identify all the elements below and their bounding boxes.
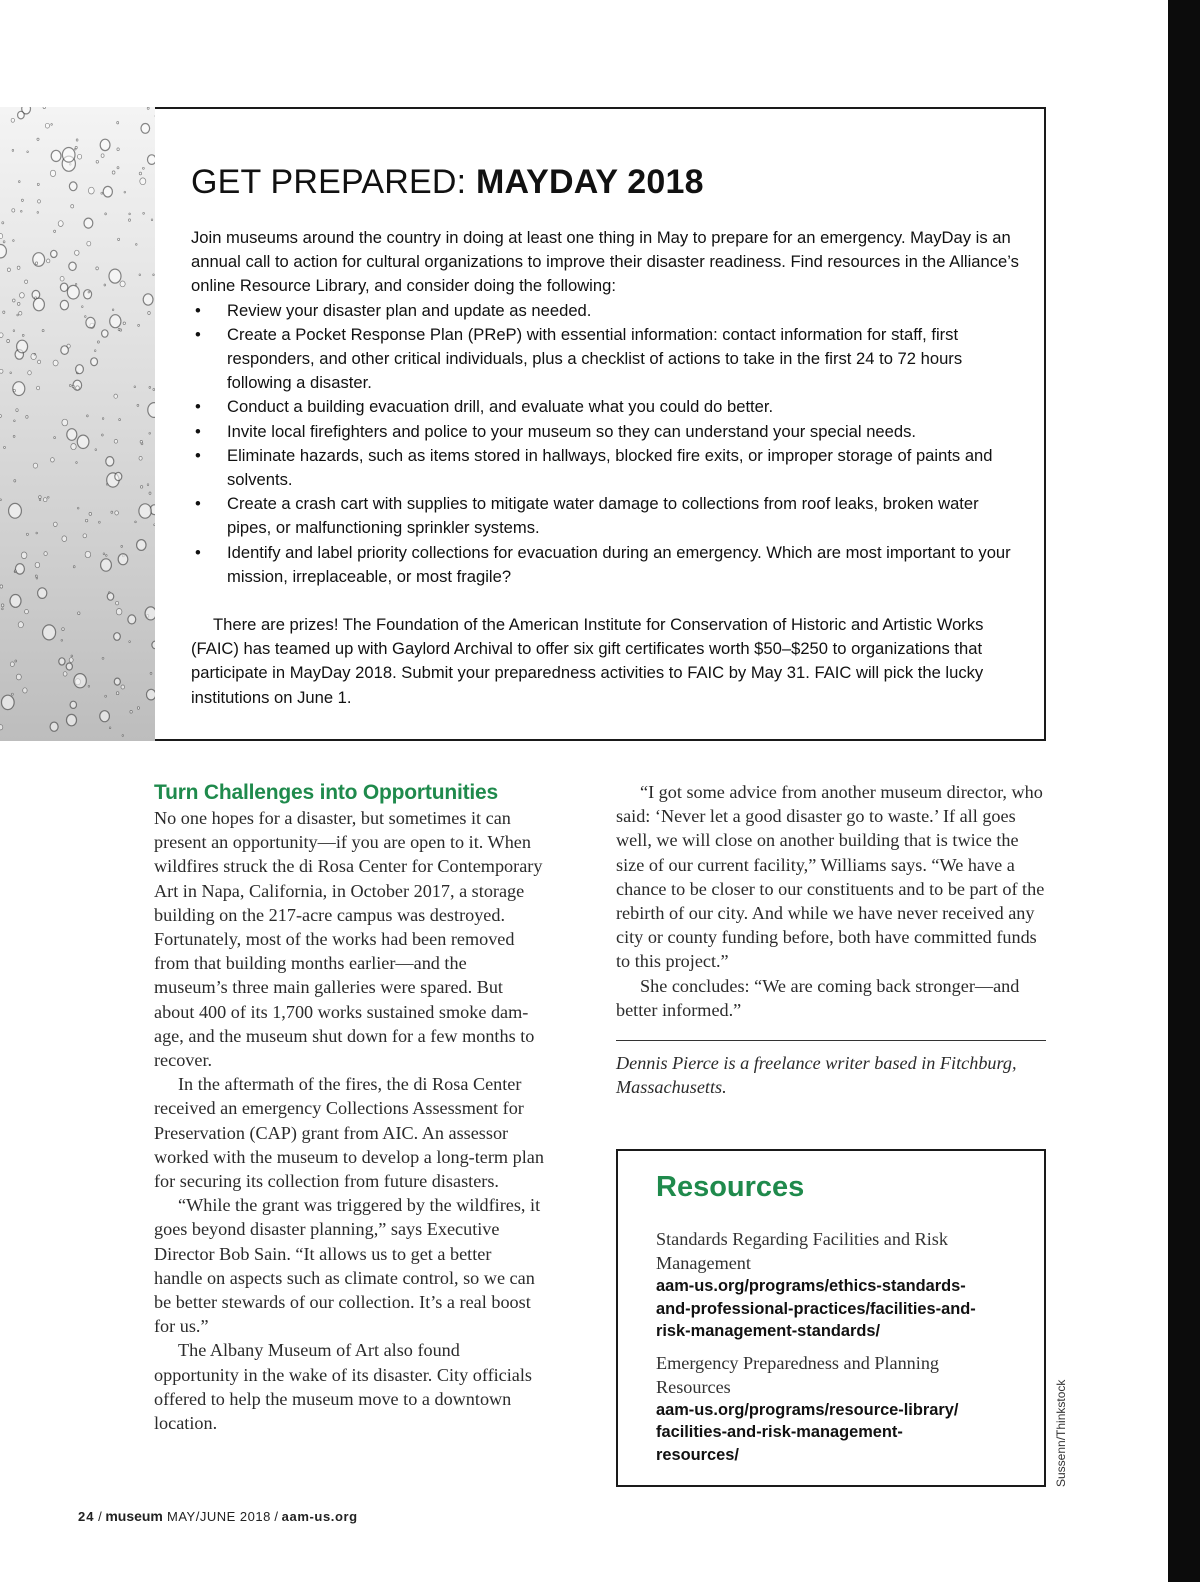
water-droplet — [13, 240, 15, 242]
water-droplet — [85, 519, 87, 522]
water-droplet — [84, 290, 92, 299]
resources-title: Resources — [656, 1171, 805, 1203]
water-droplet — [69, 658, 73, 663]
water-droplet — [21, 552, 27, 559]
water-droplet — [39, 496, 42, 499]
photo-credit: Sussenn/Thinkstock — [1054, 1379, 1068, 1487]
magazine-name: museum — [105, 1508, 163, 1524]
article-paragraph: The Albany Museum of Art also found opportunity in the wake of its disaster. City officials offered to help the museum move to a downtown location. — [154, 1340, 533, 1434]
water-droplet — [0, 245, 6, 258]
water-droplet — [88, 187, 94, 194]
water-droplet — [121, 685, 125, 689]
water-droplet — [17, 302, 20, 305]
water-droplet — [9, 503, 22, 518]
water-droplet — [114, 439, 117, 443]
water-droplet — [109, 269, 121, 283]
water-droplet — [118, 328, 120, 330]
water-droplet — [76, 386, 80, 390]
page-number: 24 — [78, 1509, 95, 1524]
water-droplet — [62, 419, 68, 426]
water-droplet — [36, 532, 38, 534]
water-droplet — [69, 182, 77, 191]
water-droplet — [72, 385, 74, 388]
water-droplet — [103, 553, 105, 555]
water-droplet — [96, 160, 98, 163]
water-droplet — [136, 244, 138, 246]
water-droplet — [59, 658, 65, 665]
water-droplet — [111, 511, 113, 513]
water-droplet — [26, 533, 28, 535]
water-droplet — [61, 346, 69, 355]
water-droplet — [71, 444, 76, 450]
water-droplet — [43, 107, 46, 109]
water-droplet — [97, 341, 99, 343]
water-droplet — [106, 555, 108, 557]
water-droplet — [139, 504, 151, 518]
water-droplet — [77, 435, 89, 448]
water-droplet — [139, 274, 141, 276]
water-droplet — [115, 472, 122, 480]
water-droplet — [33, 463, 37, 468]
article-paragraph: “I got some advice from another museum director, who said: ‘Never let a good disaster go to waste.’ If all goes well, we will close on another building that is twice the size of our current facility,” Williams says. “We have a chance to be closer to our constituents and to be part of the rebirth of our city. And while we have never received any city or county funding before, both have committed funds to this project.” — [616, 782, 1045, 972]
water-droplet — [121, 545, 123, 547]
water-droplet — [149, 432, 151, 434]
water-droplet — [20, 293, 25, 298]
water-droplet — [120, 281, 125, 287]
water-droplet — [89, 512, 92, 515]
resource-link[interactable]: aam-us.org/programs/resource-library/ facilities-and-risk-management- resources/ — [656, 1400, 959, 1464]
water-droplet — [60, 276, 64, 281]
water-droplet — [13, 389, 15, 392]
water-droplet — [14, 480, 16, 482]
water-droplet — [137, 540, 146, 551]
water-droplet — [58, 221, 63, 227]
water-droplet — [83, 534, 87, 538]
water-droplet — [91, 358, 98, 366]
water-droplet — [73, 566, 75, 568]
water-droplet — [107, 593, 113, 600]
bullet-item: • Conduct a building evacuation drill, and evaluate what you could do better. — [191, 395, 1021, 419]
water-droplet — [109, 727, 111, 729]
water-droplet — [1, 604, 4, 607]
water-droplet — [3, 311, 5, 313]
water-droplet — [122, 735, 124, 737]
article-paragraph: In the aftermath of the fires, the di Rosa Center received an emergency Collections Assessment for Preservation (CAP) grant from AIC. An assessor worked with the museum to develop a long-term plan for securing its collection from future disasters. — [154, 1074, 544, 1192]
water-droplet — [150, 672, 152, 674]
water-droplet — [3, 241, 5, 243]
water-droplet — [0, 414, 1, 417]
water-droplet — [101, 154, 104, 158]
water-droplet — [95, 449, 97, 451]
water-droplet — [76, 139, 78, 141]
water-droplet — [100, 139, 110, 150]
water-droplet — [22, 334, 24, 336]
water-droplet — [12, 149, 14, 151]
water-droplet — [99, 521, 101, 523]
footer-separator: / — [270, 1509, 282, 1524]
water-droplet — [67, 429, 77, 441]
water-droplet — [71, 205, 74, 208]
water-droplet — [21, 210, 23, 212]
mayday-title-bold: MAYDAY 2018 — [475, 163, 704, 201]
water-droplet — [50, 170, 55, 176]
water-droplet — [51, 124, 53, 126]
resources-box — [616, 1149, 1046, 1487]
water-droplet — [110, 315, 121, 328]
water-droplet — [44, 552, 47, 556]
water-droplet — [37, 138, 39, 140]
water-droplet — [137, 707, 139, 710]
water-droplet — [60, 300, 68, 309]
water-droplet — [39, 499, 41, 501]
water-droplet — [129, 213, 131, 215]
water-droplet — [102, 657, 104, 659]
water-droplet — [38, 360, 41, 364]
water-droplet — [134, 386, 136, 388]
resource-name: Emergency Preparedness and Planning Resources — [656, 1352, 940, 1397]
water-droplet — [75, 148, 77, 150]
water-droplet — [17, 266, 20, 269]
water-droplet — [13, 382, 25, 396]
water-droplet — [75, 250, 80, 255]
mayday-title-light: GET PREPARED: — [191, 163, 476, 201]
water-droplet — [117, 148, 119, 151]
water-droplet — [0, 234, 3, 239]
water-droplet — [14, 570, 16, 572]
water-droplet — [117, 122, 119, 124]
water-droplet — [0, 585, 3, 588]
water-droplet — [115, 511, 119, 515]
water-droplet — [36, 262, 38, 265]
water-droplet — [105, 695, 107, 697]
bullet-item: • Create a crash cart with supplies to mitigate water damage to collections from roof leaks, broken water pipes, or malfunctioning sprinkler systems. — [191, 492, 1021, 540]
water-droplet — [102, 418, 104, 420]
water-droplet — [62, 148, 75, 163]
water-droplet — [35, 575, 37, 577]
water-droplet — [18, 111, 25, 119]
water-droplet — [117, 167, 119, 169]
water-droplet — [10, 662, 14, 667]
water-droplet — [105, 213, 107, 215]
water-droplet — [143, 212, 145, 214]
footer-website: aam-us.org — [281, 1509, 358, 1524]
resource-name: Standards Regarding Facilities and Risk Management — [656, 1229, 948, 1273]
water-droplet — [53, 522, 57, 526]
water-droplet — [14, 420, 16, 422]
water-droplet — [12, 693, 14, 695]
water-droplet — [42, 330, 44, 332]
water-droplet — [27, 151, 29, 153]
water-droplet — [103, 186, 112, 197]
water-droplet — [48, 496, 50, 498]
water-droplet — [10, 372, 12, 374]
water-droplet — [70, 701, 76, 708]
water-droplet — [17, 340, 28, 353]
water-droplet — [25, 609, 29, 613]
water-droplet — [147, 107, 149, 109]
water-droplet — [116, 692, 119, 695]
water-droplet — [47, 259, 50, 263]
water-droplet — [96, 267, 99, 270]
resource-link[interactable]: aam-us.org/programs/ethics-standards- and-professional-practices/facilities-and- risk-management-standards/ — [656, 1277, 976, 1340]
water-droplet — [74, 674, 86, 688]
mayday-callout-box — [155, 107, 1046, 741]
water-droplet — [19, 312, 22, 316]
water-droplet — [34, 353, 36, 355]
water-droplet — [38, 200, 41, 203]
water-droplet — [138, 324, 140, 326]
water-droplet — [149, 492, 151, 494]
water-droplet — [151, 219, 153, 221]
water-droplet — [53, 360, 58, 366]
water-droplet — [101, 559, 112, 571]
water-droplet — [129, 219, 131, 221]
water-droplet — [11, 118, 14, 122]
water-droplet — [114, 394, 118, 398]
water-droplet — [104, 284, 106, 286]
water-droplet — [76, 462, 78, 464]
water-droplet — [88, 291, 90, 293]
section-heading: Turn Challenges into Opportunities — [154, 781, 498, 804]
water-droplet — [63, 672, 67, 676]
water-droplet — [13, 435, 15, 437]
water-droplets-photo — [0, 107, 156, 741]
water-droplet — [118, 554, 128, 565]
water-droplet — [141, 443, 143, 445]
water-droplet — [62, 536, 67, 542]
water-droplet — [15, 564, 24, 574]
water-droplet — [37, 212, 39, 214]
mayday-title — [191, 163, 704, 202]
water-droplet — [18, 622, 23, 628]
water-droplet — [26, 416, 28, 419]
water-droplet — [28, 371, 32, 375]
water-droplet — [43, 498, 47, 502]
water-droplet — [84, 218, 93, 228]
water-droplet — [33, 253, 45, 267]
water-droplet — [87, 241, 91, 246]
water-droplet — [67, 714, 77, 725]
water-droplet — [2, 695, 15, 709]
water-droplet — [54, 437, 56, 439]
water-droplet — [19, 181, 21, 183]
water-droplet — [67, 285, 79, 299]
water-droplet — [94, 350, 96, 352]
water-droplet — [106, 457, 114, 466]
water-droplet — [137, 404, 139, 406]
water-droplet — [140, 486, 142, 489]
water-droplet — [35, 562, 40, 567]
water-droplet — [139, 172, 141, 175]
water-droplet — [0, 369, 3, 373]
water-droplet — [43, 625, 56, 640]
mayday-prizes-paragraph: There are prizes! The Foundation of the American Institute for Conservation of Historic and Artistic Works (FAIC) has teamed up with Gaylord Archival to offer six gift certificates worth $50–$250 to organizations that participate in MayDay 2018. Submit your preparedness activities to FAIC by May 31. FAIC will pick the lucky institutions on June 1. — [191, 615, 984, 707]
water-droplet — [102, 330, 108, 337]
water-droplet — [114, 678, 120, 685]
water-droplet — [116, 609, 122, 615]
water-droplet — [123, 322, 125, 325]
water-droplet — [10, 595, 21, 608]
bullet-item: • Create a Pocket Response Plan (PReP) with essential information: contact information for staff, first responders, and other critical individuals, plus a checklist of actions to take in the first 24 to 72 hours following a disaster. — [191, 323, 1021, 396]
water-droplet — [17, 314, 19, 316]
water-droplet — [15, 660, 17, 662]
water-droplet — [141, 124, 150, 134]
water-droplet — [77, 507, 79, 509]
resource-item — [656, 1227, 1044, 1343]
water-droplet — [62, 628, 65, 631]
water-droplet — [82, 306, 84, 308]
water-droplet — [76, 365, 84, 374]
water-droplet — [0, 333, 3, 338]
water-droplet — [13, 299, 16, 302]
water-droplet — [78, 612, 80, 615]
water-droplet — [37, 386, 40, 390]
article-paragraph: “While the grant was triggered by the wildfires, it goes beyond disaster planning,” says Executive Director Bob Sain. “It allows us to get a better handle on aspects such as climate control, so we can be better stewards of our collection. It’s a real boost for us.” — [154, 1195, 541, 1337]
water-droplet — [112, 309, 114, 311]
water-droplet — [148, 312, 151, 315]
water-droplet — [66, 663, 72, 670]
water-droplet — [50, 722, 58, 731]
water-droplet — [16, 409, 18, 412]
resource-item — [656, 1351, 1044, 1467]
water-droplet — [112, 171, 115, 174]
mayday-body — [191, 226, 1021, 710]
water-droplet — [0, 499, 1, 501]
water-droplet — [51, 458, 55, 462]
water-droplet — [45, 123, 49, 128]
water-droplet — [100, 711, 110, 722]
water-droplet — [118, 238, 120, 240]
water-droplet — [78, 154, 82, 159]
water-droplet — [85, 551, 91, 557]
water-droplet — [0, 725, 3, 730]
bullet-item: • Eliminate hazards, such as items stored in hallways, blocked fire exits, or improper storage of paints and solvents. — [191, 444, 1021, 492]
water-droplet — [75, 283, 77, 285]
issue-date: MAY/JUNE 2018 — [162, 1509, 271, 1524]
water-droplet — [124, 191, 126, 193]
water-droplet — [101, 192, 103, 194]
page-edge-strip — [1168, 0, 1200, 1582]
water-droplet — [16, 674, 21, 680]
water-droplet — [2, 608, 4, 610]
water-droplet — [106, 483, 108, 485]
water-droplet — [51, 150, 61, 161]
water-droplet — [119, 419, 121, 421]
water-droplet — [33, 298, 44, 311]
water-droplet — [143, 294, 153, 305]
article-paragraph: No one hopes for a disaster, but sometimes it can present an opportunity—if you are open to it. When wildfires struck the di Rosa Center for Contemporary Art in Napa, California, in October 2017, a storage building on the 217-acre campus was destroyed. Fortunately, most of the works had been removed from that building months earlier—and the museum’s three main galleries were spared. But about 400 of its 1,700 works sustained smoke damage, and the museum shut down for a few months to recover. — [154, 808, 543, 1071]
water-droplet — [7, 268, 10, 272]
water-droplet — [139, 456, 142, 460]
water-droplet — [51, 250, 57, 257]
mayday-intro: Join museums around the country in doing at least one thing in May to prepare for an emergency. MayDay is an annual call to action for cultural organizations to improve their disaster readiness. Find resources in the Alliance’s online Resource Library, and consider doing the following: — [191, 228, 1019, 296]
article-paragraph: She concludes: “We are coming back stronger—and better informed.” — [616, 975, 1020, 1020]
article-right-column — [616, 780, 1046, 1099]
water-droplet — [71, 655, 73, 657]
water-droplet — [116, 601, 119, 605]
water-droplet — [23, 688, 27, 693]
water-droplet — [7, 339, 10, 342]
water-droplet — [25, 280, 28, 283]
bullet-item: • Identify and label priority collections for evacuation during an emergency. Which are most important to your mission, irreplaceable, or most fragile? — [191, 541, 1021, 589]
water-droplet — [129, 641, 131, 643]
bullet-item: • Review your disaster plan and update as needed. — [191, 299, 1021, 323]
water-droplet — [85, 316, 87, 318]
water-droplet — [12, 209, 15, 212]
page-footer — [78, 1508, 358, 1524]
water-droplet — [60, 283, 67, 291]
water-droplet — [69, 262, 76, 270]
water-droplet — [13, 330, 15, 332]
water-droplet — [128, 615, 136, 624]
water-droplet — [135, 521, 137, 523]
water-droplet — [38, 588, 47, 599]
water-droplet — [149, 386, 151, 388]
water-droplet — [143, 167, 145, 169]
water-droplet — [86, 317, 95, 328]
byline-divider — [616, 1040, 1046, 1041]
water-droplet — [114, 633, 121, 641]
footer-separator: / — [94, 1509, 106, 1524]
water-droplet — [2, 222, 4, 224]
water-droplet — [61, 639, 63, 641]
water-droplet — [21, 199, 23, 201]
water-droplet — [54, 230, 56, 232]
article-left-column — [154, 780, 544, 1435]
author-byline: Dennis Pierce is a freelance writer based in Fitchburg, Massachusetts. — [616, 1053, 1017, 1098]
bullet-item: • Invite local firefighters and police to your museum so they can understand your special needs. — [191, 420, 1021, 444]
water-droplet — [87, 415, 89, 417]
water-droplet — [102, 434, 104, 436]
water-droplet — [130, 710, 132, 713]
water-droplet — [69, 385, 71, 387]
water-droplet — [4, 446, 6, 448]
mayday-bullet-list — [191, 299, 1021, 589]
water-droplet — [88, 685, 90, 687]
water-droplet — [147, 484, 149, 486]
water-droplet — [37, 183, 39, 185]
water-droplet — [140, 178, 146, 185]
